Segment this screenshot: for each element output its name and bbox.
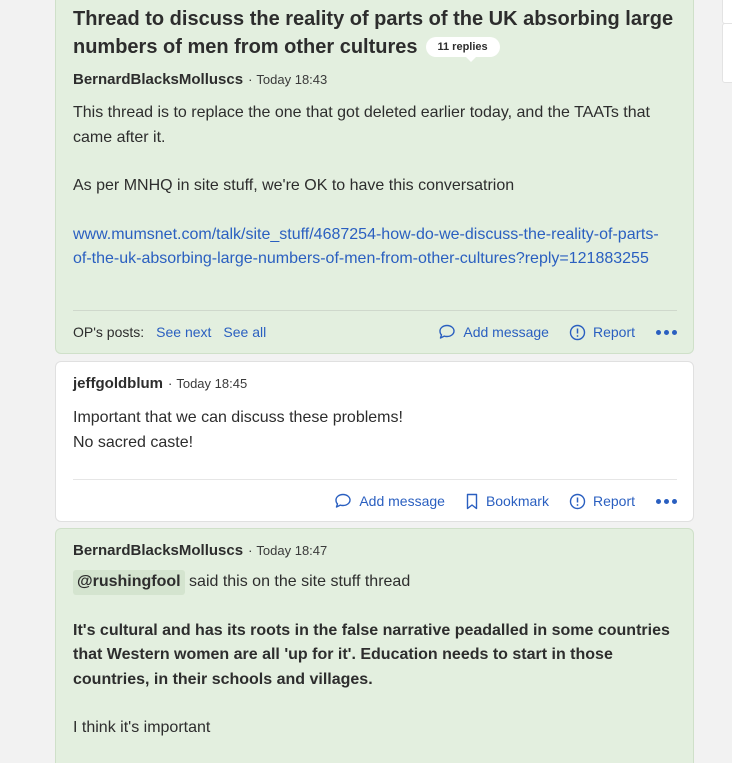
sidebar-widget <box>722 23 732 83</box>
meta-separator: · <box>248 72 253 87</box>
post-body <box>73 101 677 272</box>
add-message-label: Add message <box>463 324 549 340</box>
bookmark-label: Bookmark <box>485 493 549 509</box>
ops-posts-label: OP's posts: <box>73 324 145 340</box>
post-meta <box>73 541 677 561</box>
post-time: Today 18:45 <box>176 376 248 391</box>
bookmark-button[interactable] <box>465 493 549 510</box>
meta-separator: · <box>248 543 253 558</box>
post-line: Important that we can discuss these problems! <box>73 409 403 426</box>
report-label: Report <box>592 324 635 340</box>
post-author[interactable]: jeffgoldblum <box>73 375 163 392</box>
post-body <box>73 570 677 741</box>
add-message-button[interactable] <box>438 324 549 340</box>
post-paragraph: This thread is to replace the one that got deleted earlier today, and the TAATs that came after it. <box>73 104 650 146</box>
op-post <box>55 0 694 354</box>
report-button[interactable] <box>569 493 635 510</box>
report-button[interactable] <box>569 324 635 341</box>
post-paragraph: I think it's important <box>73 719 211 736</box>
post-link[interactable]: www.mumsnet.com/talk/site_stuff/4687254-how-do-we-discuss-the-reality-of-parts-of-the-uk-absorbing-large-numbers-of-men-from-other-cultures?reply=121883255 <box>73 225 659 267</box>
replies-badge[interactable] <box>426 37 500 57</box>
replies-count: 11 replies <box>437 41 488 53</box>
post-time: Today 18:47 <box>256 543 328 558</box>
speech-bubble-icon <box>438 324 456 340</box>
thread-title <box>73 0 677 61</box>
report-label: Report <box>592 493 635 509</box>
user-mention[interactable]: @rushingfool <box>73 570 185 595</box>
see-next-link[interactable]: See next <box>156 324 212 340</box>
see-all-link[interactable]: See all <box>223 324 267 340</box>
post-paragraph <box>73 570 677 595</box>
ellipsis-icon[interactable] <box>656 330 677 335</box>
meta-separator: · <box>168 376 173 391</box>
quoted-text: It's cultural and has its roots in the false narrative peadalled in some countries that Western women are all 'up for it'. Education needs to start in those countries, in their schools and villages. <box>73 621 670 688</box>
sidebar-stub <box>722 0 732 82</box>
post-author[interactable]: BernardBlacksMolluscs <box>73 71 244 88</box>
add-message-label: Add message <box>359 493 445 509</box>
post-body <box>73 406 677 455</box>
post-time: Today 18:43 <box>256 72 328 87</box>
post-footer <box>73 310 677 353</box>
badge-tail <box>466 57 476 62</box>
post-line: No sacred caste! <box>73 433 194 451</box>
post-paragraph <box>73 619 677 693</box>
reply-post <box>55 361 694 522</box>
post-footer <box>73 479 677 522</box>
sidebar-widget-top <box>722 0 732 24</box>
alert-circle-icon <box>569 493 586 510</box>
add-message-button[interactable] <box>334 493 445 509</box>
speech-bubble-icon <box>334 493 352 509</box>
thread-title-text: Thread to discuss the reality of parts of the UK absorbing large numbers of men from other cultures <box>73 8 674 58</box>
post-meta <box>73 70 677 90</box>
ellipsis-icon[interactable] <box>656 499 677 504</box>
bookmark-icon <box>465 493 479 510</box>
alert-circle-icon <box>569 324 586 341</box>
post-paragraph: As per MNHQ in site stuff, we're OK to have this conversatrion <box>73 177 515 194</box>
post-author[interactable]: BernardBlacksMolluscs <box>73 542 244 559</box>
post-meta <box>73 374 677 394</box>
mention-suffix: said this on the site stuff thread <box>184 573 411 590</box>
op-post <box>55 528 694 763</box>
